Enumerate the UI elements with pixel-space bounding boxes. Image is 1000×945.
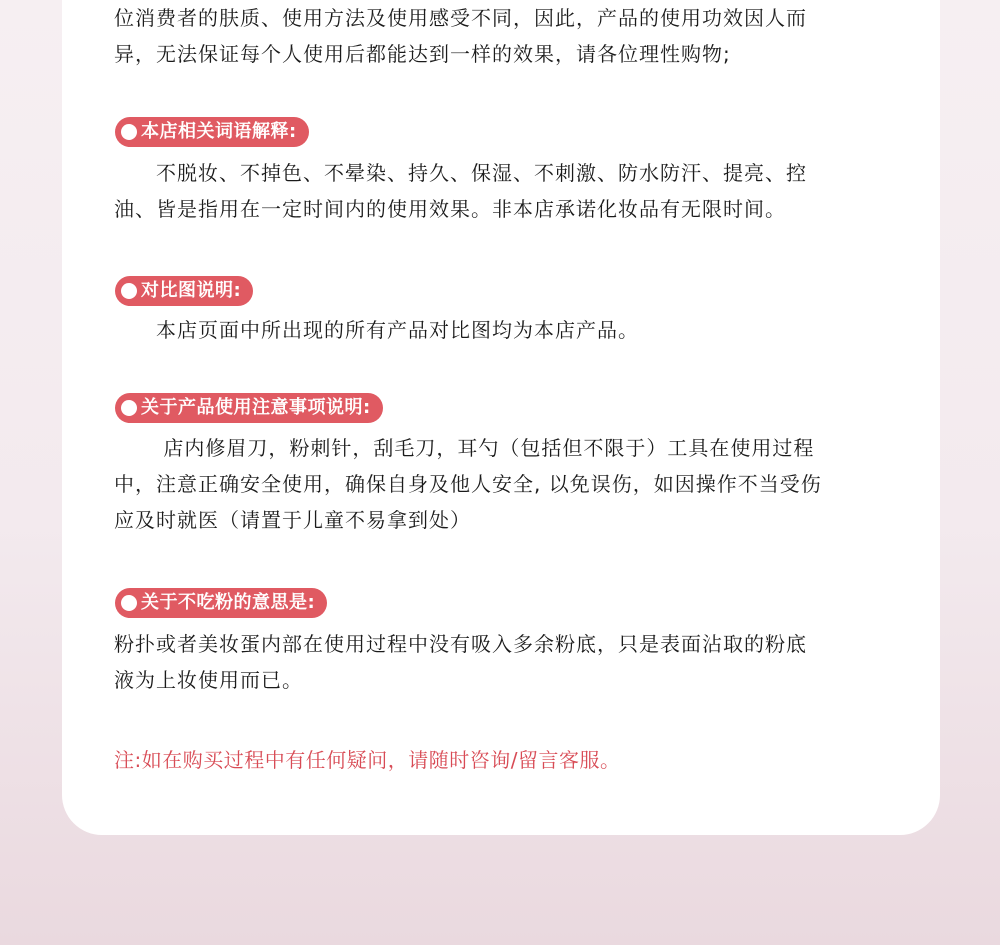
section-title: 对比图说明:	[141, 280, 242, 301]
bullet-dot-icon	[121, 124, 137, 140]
section-line: 液为上妆使用而已。	[114, 668, 303, 692]
bullet-dot-icon	[121, 595, 137, 611]
section-line: 油、皆是指用在一定时间内的使用效果。非本店承诺化妆品有无限时间。	[114, 197, 786, 221]
section-badge-no-absorb	[115, 588, 327, 618]
section-paragraph-comparison	[114, 312, 904, 348]
section-paragraph-no-absorb	[114, 626, 904, 698]
section-badge-terms	[115, 117, 309, 147]
intro-line-2: 异，无法保证每个人使用后都能达到一样的效果，请各位理性购物;	[114, 42, 731, 66]
section-paragraph-terms	[114, 155, 904, 227]
section-title: 本店相关词语解释:	[141, 121, 297, 142]
section-title: 关于不吃粉的意思是:	[141, 592, 316, 613]
section-line: 应及时就医（请置于儿童不易拿到处）	[114, 508, 471, 532]
intro-paragraph	[114, 0, 904, 72]
section-title: 关于产品使用注意事项说明:	[141, 397, 371, 418]
section-line: 不脱妆、不掉色、不晕染、持久、保湿、不刺激、防水防汗、提亮、控	[114, 161, 807, 185]
bullet-dot-icon	[121, 283, 137, 299]
footer-note: 注:如在购买过程中有任何疑问，请随时咨询/留言客服。	[114, 748, 621, 772]
section-badge-comparison	[115, 276, 253, 306]
section-line: 粉扑或者美妆蛋内部在使用过程中没有吸入多余粉底，只是表面沾取的粉底	[114, 632, 807, 656]
bullet-dot-icon	[121, 400, 137, 416]
section-line: 中，注意正确安全使用，确保自身及他人安全, 以免误伤，如因操作不当受伤	[114, 472, 822, 496]
section-line: 本店页面中所出现的所有产品对比图均为本店产品。	[114, 318, 639, 342]
section-badge-safety	[115, 393, 383, 423]
section-line: 店内修眉刀，粉刺针，刮毛刀，耳勺（包括但不限于）工具在使用过程	[114, 436, 815, 460]
intro-line-1: 位消费者的肤质、使用方法及使用感受不同，因此，产品的使用功效因人而	[114, 6, 807, 30]
section-paragraph-safety	[114, 430, 904, 538]
